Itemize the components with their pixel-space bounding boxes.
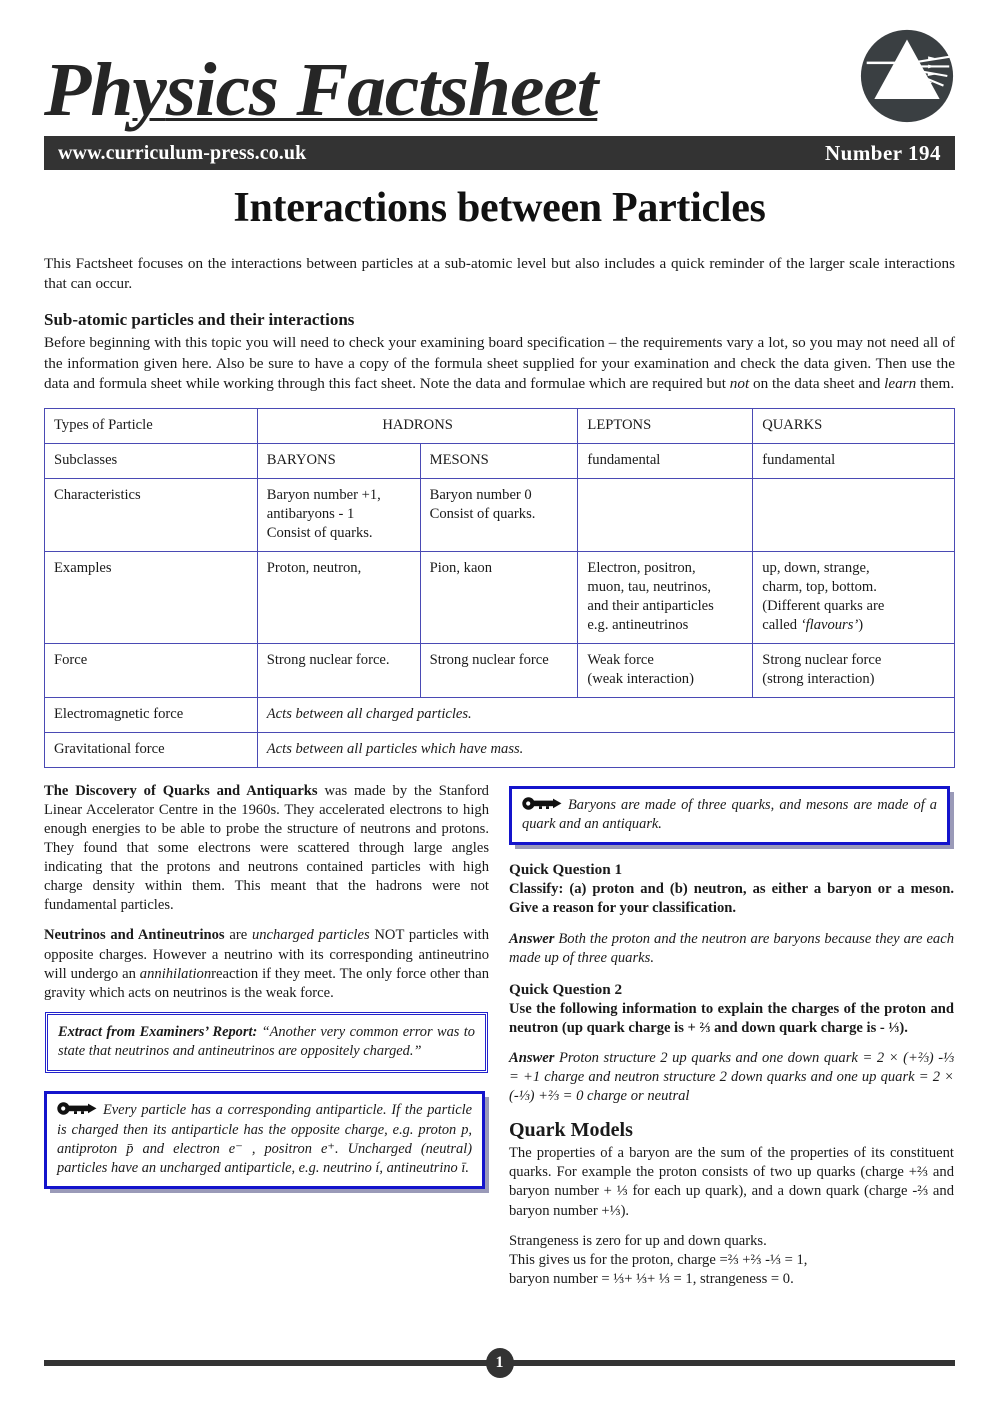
key-icon — [522, 797, 562, 810]
left-column — [44, 782, 489, 1300]
cell-force-mesons: Strong nuclear force — [420, 643, 578, 697]
cell-characteristics-label: Characteristics — [45, 479, 258, 552]
cell-quarks-header: QUARKS — [753, 409, 955, 444]
key-icon — [57, 1102, 97, 1115]
table-row-force — [45, 643, 955, 697]
cell-ex-baryons: Proton, neutron, — [257, 551, 420, 643]
table-row-electromagnetic — [45, 697, 955, 732]
cell-force-quarks: Strong nuclear force (strong interaction) — [753, 643, 955, 697]
cell-mesons: MESONS — [420, 444, 578, 479]
prism-dispersion-logo-icon — [859, 28, 955, 124]
section-intro-paragraph — [44, 333, 955, 394]
cell-baryons: BARYONS — [257, 444, 420, 479]
key-point-box-antiparticles — [44, 1091, 485, 1189]
cell-examples-label: Examples — [45, 551, 258, 643]
answer-1-body: Both the proton and the neutron are baryons because they are each made up of three quarks. — [509, 930, 954, 966]
wordmark-part1: Ph — [44, 47, 133, 132]
page-title: Interactions between Particles — [233, 185, 766, 231]
two-column-body — [44, 782, 955, 1300]
right-column — [509, 782, 954, 1300]
wordmark-part2: y — [132, 47, 166, 132]
neutrinos-lead-in: Neutrinos and Antineutrinos — [44, 927, 225, 944]
examiners-report-quote: “Another very common error was to state that neutrinos and antineutrinos are oppositely charged.” — [58, 1023, 475, 1060]
key-point-text-antiparticles: Every particle has a corresponding antiparticle. If the particle is charged then its antiparticle has the opposite charge, e.g. proton p, antiproton p̄ and electron e⁻ , positron e⁺. Uncharged (neutral) particles have an uncharged antiparticle, e.g. neutrino í, antineutrino ī. — [57, 1102, 472, 1177]
table-row-subclasses — [45, 444, 955, 479]
answer-2-body: Proton structure 2 up quarks and one down quark = 2 × (+⅔) -⅓ = +1 charge and neutron structure 2 down quarks and one up quark = 2 × (-⅓) +⅔ = 0 charge or neutral — [509, 1049, 954, 1105]
discovery-paragraph — [44, 782, 489, 916]
cell-char-quarks — [753, 479, 955, 552]
cell-hadrons-header: HADRONS — [257, 409, 578, 444]
cell-force-baryons: Strong nuclear force. — [257, 643, 420, 697]
quick-question-2-heading: Quick Question 2 — [509, 980, 623, 998]
qm-line-3: baryon number = ⅓+ ⅓+ ⅓ = 1, strangeness = 0. — [509, 1270, 794, 1287]
wordmark-part3: sics Factsheet — [165, 47, 598, 132]
neutrinos-paragraph — [44, 926, 489, 1002]
quick-question-2-answer — [509, 1049, 954, 1106]
page-footer — [44, 1348, 955, 1378]
uncharged-particles-term: uncharged particles — [251, 927, 370, 944]
examiners-report-box — [47, 1014, 486, 1071]
cell-leptons-fundamental: fundamental — [578, 444, 753, 479]
masthead — [44, 0, 955, 132]
quark-models-heading: Quark Models — [509, 1119, 633, 1142]
website-number-bar — [44, 136, 955, 170]
section-intro-not: not — [729, 374, 750, 392]
flavours-term: ‘flavours’ — [800, 616, 859, 633]
brand-wordmark — [44, 47, 598, 132]
annihilation-term: annihilation — [139, 965, 212, 982]
quick-question-1-text: Classify: (a) proton and (b) neutron, as either a baryon or a meson. Give a reason for your classification. — [509, 881, 954, 917]
cell-grav-value: Acts between all particles which have mass. — [257, 732, 954, 767]
key-point-text-baryons: Baryons are made of three quarks, and mesons are made of a quark and an antiquark. — [522, 796, 937, 832]
quark-models-paragraph-1: The properties of a baryon are the sum of the properties of its constituent quarks. For example the proton consists of two up quarks (charge +⅔ and baryon number + ⅓ for each up quark), and a down quark (charge -⅔ and baryon number +⅓). — [509, 1145, 954, 1219]
neutrinos-c: reaction if they meet. The only force other than gravity which acts on neutrinos is the weak force. — [44, 965, 490, 1001]
discovery-body: was made by the Stanford Linear Accelerator Centre in the 1960s. They accelerated electrons to high enough energies to be able to probe the structure of neutrons and protons. They found that some electrons were scattered through large angles indicating that the protons and neutrons contained particles with high charge density within them. This meant that the hadrons were not fundamental particles. — [44, 782, 489, 914]
cell-leptons-header: LEPTONS — [578, 409, 753, 444]
neutrinos-b: NOT particles with opposite charges. However a neutrino with its corresponding antineutrino will undergo an — [44, 927, 489, 982]
page-number-badge: 1 — [486, 1348, 514, 1378]
particle-types-table — [44, 408, 955, 768]
section-intro-c: them. — [916, 374, 955, 392]
cell-subclasses-label: Subclasses — [45, 444, 258, 479]
cell-ex-leptons: Electron, positron, muon, tau, neutrinos, and their antiparticles e.g. antineutrinos — [578, 551, 753, 643]
intro-paragraph: This Factsheet focuses on the interactions between particles at a sub-atomic level but also includes a quick reminder of the larger scale interactions that can occur. — [44, 255, 955, 293]
cell-ex-mesons: Pion, kaon — [420, 551, 578, 643]
cell-em-label: Electromagnetic force — [45, 697, 258, 732]
cell-ex-quarks: up, down, strange, charm, top, bottom. (Different quarks are called ‘flavours’) — [753, 551, 955, 643]
table-row-gravitational — [45, 732, 955, 767]
quick-question-1-heading: Quick Question 1 — [509, 861, 623, 879]
table-row-characteristics — [45, 479, 955, 552]
cell-char-leptons — [578, 479, 753, 552]
cell-quarks-fundamental: fundamental — [753, 444, 955, 479]
qm-line-2: This gives us for the proton, charge =⅔ +⅔ -⅓ = 1, — [509, 1251, 808, 1268]
quark-models-paragraph-2 — [509, 1232, 954, 1289]
examiners-report-label: Extract from Examiners’ Report: — [58, 1023, 258, 1040]
cell-types-label: Types of Particle — [45, 409, 258, 444]
neutrinos-a: are — [224, 927, 252, 944]
qm-line-1: Strangeness is zero for up and down quarks. — [509, 1232, 767, 1249]
cell-char-mesons: Baryon number 0 Consist of quarks. — [420, 479, 578, 552]
table-row-types — [45, 409, 955, 444]
answer-2-label: Answer — [509, 1049, 555, 1066]
section-intro-b: on the data sheet and — [749, 374, 885, 392]
cell-grav-label: Gravitational force — [45, 732, 258, 767]
section-intro-learn: learn — [884, 374, 917, 392]
section-intro-a: Before beginning with this topic you will need to check your examining board specification – the requirements vary a lot, so you may not need all of the information given here. Also be sure to have a copy of the formula sheet supplied for your examination and check the data given. Then use the data and formula sheet while working through this fact sheet. Note the data and formulae which are required but — [44, 334, 955, 392]
website-url: www.curriculum-press.co.uk — [58, 141, 307, 164]
cell-force-label: Force — [45, 643, 258, 697]
section-heading-subatomic: Sub-atomic particles and their interactions — [44, 310, 355, 330]
answer-1-label: Answer — [509, 930, 555, 947]
cell-force-leptons: Weak force (weak interaction) — [578, 643, 753, 697]
issue-number: Number 194 — [824, 140, 941, 165]
quick-question-2-text: Use the following information to explain the charges of the proton and neutron (up quark charge is + ⅔ and down quark charge is - ⅓). — [509, 1000, 954, 1036]
table-row-examples — [45, 551, 955, 643]
cell-char-baryons: Baryon number +1, antibaryons - 1 Consist of quarks. — [257, 479, 420, 552]
discovery-lead-in: The Discovery of Quarks and Antiquarks — [44, 782, 318, 799]
quick-question-1-answer — [509, 930, 954, 968]
cell-em-value: Acts between all charged particles. — [257, 697, 954, 732]
key-point-box-baryons — [509, 786, 950, 846]
